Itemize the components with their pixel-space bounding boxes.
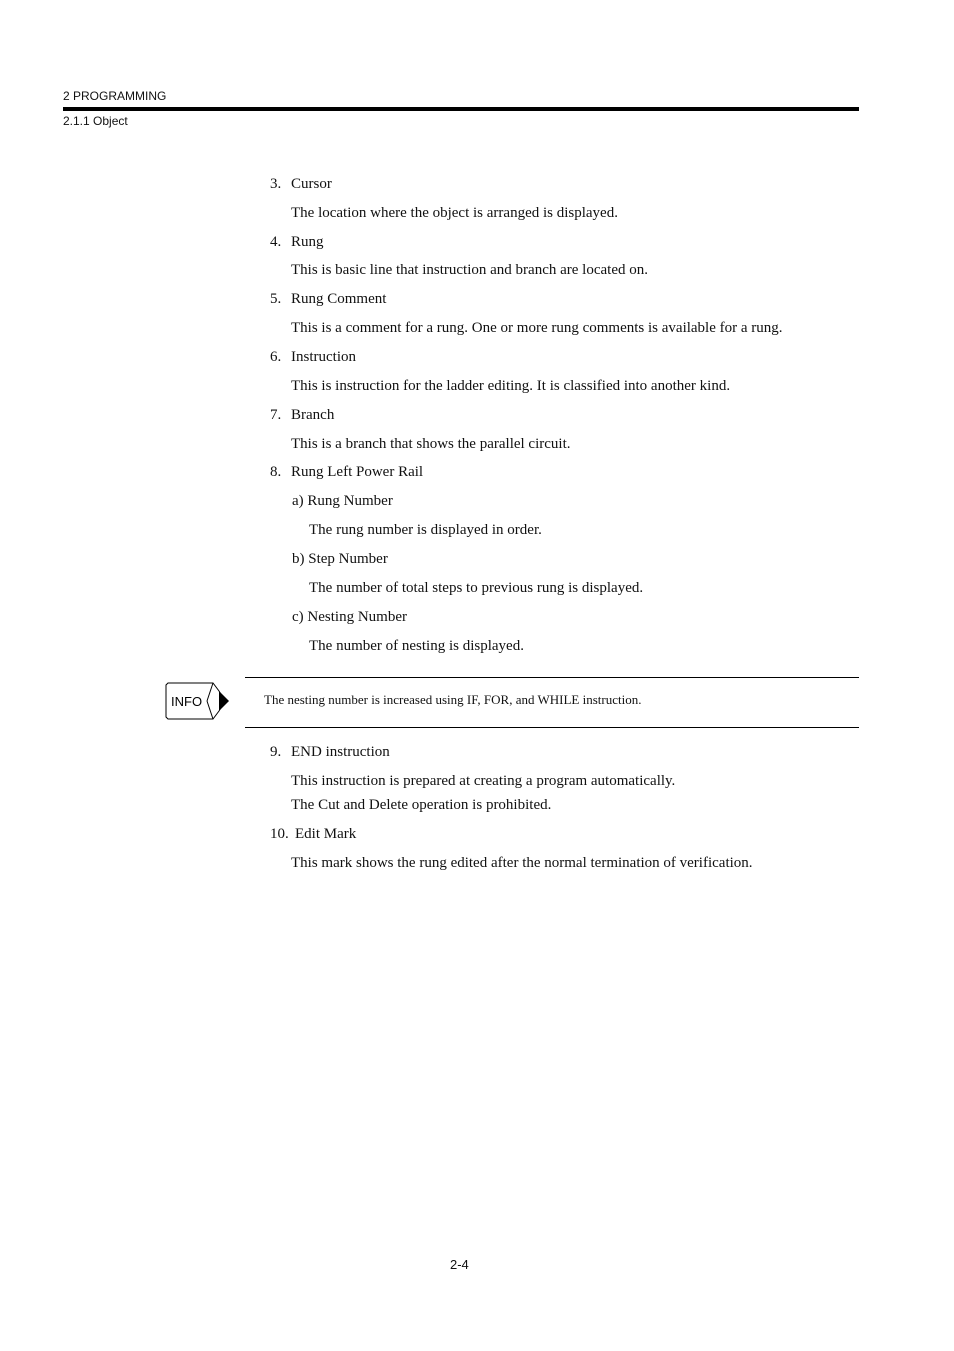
running-header-section: 2.1.1 Object	[63, 114, 128, 128]
info-pointer-icon	[165, 682, 231, 720]
list-item-heading: 7. Branch	[270, 407, 335, 423]
sub-item-description: The number of total steps to previous rung is displayed.	[309, 580, 644, 596]
list-item-description: This is instruction for the ladder editing. It is classified into another kind.	[291, 378, 731, 394]
page-number: 2-4	[450, 1257, 469, 1272]
info-top-rule	[245, 677, 859, 678]
sub-item-heading: b) Step Number	[292, 551, 388, 567]
sub-item-description: The rung number is displayed in order.	[309, 522, 542, 538]
running-header-chapter: 2 PROGRAMMING	[63, 89, 167, 103]
info-note-text: The nesting number is increased using IF, FOR, and WHILE instruction.	[264, 692, 642, 707]
sub-item-description: The number of nesting is displayed.	[309, 638, 524, 654]
list-item-description: This is a comment for a rung. One or more rung comments is available for a rung.	[291, 320, 783, 336]
list-item-heading: 10. Edit Mark	[270, 826, 357, 842]
list-item-description: The location where the object is arranged is displayed.	[291, 205, 618, 221]
info-bottom-rule	[245, 727, 859, 728]
list-item-description: This is a branch that shows the parallel circuit.	[291, 436, 571, 452]
list-item-heading: 9. END instruction	[270, 744, 390, 760]
list-item-heading: 4. Rung	[270, 234, 324, 250]
list-item-description: This mark shows the rung edited after the normal termination of verification.	[291, 855, 753, 871]
sub-item-heading: a) Rung Number	[292, 493, 393, 509]
list-item-description: This is basic line that instruction and branch are located on.	[291, 262, 648, 278]
sub-item-heading: c) Nesting Number	[292, 609, 407, 625]
list-item-description: The Cut and Delete operation is prohibited.	[291, 797, 552, 813]
list-item-heading: 3. Cursor	[270, 176, 332, 192]
header-rule	[63, 107, 859, 111]
list-item-heading: 5. Rung Comment	[270, 291, 387, 307]
list-item-heading: 8. Rung Left Power Rail	[270, 464, 424, 480]
list-item-description: This instruction is prepared at creating a program automatically.	[291, 773, 676, 789]
list-item-heading: 6. Instruction	[270, 349, 356, 365]
info-label: INFO	[171, 694, 203, 709]
